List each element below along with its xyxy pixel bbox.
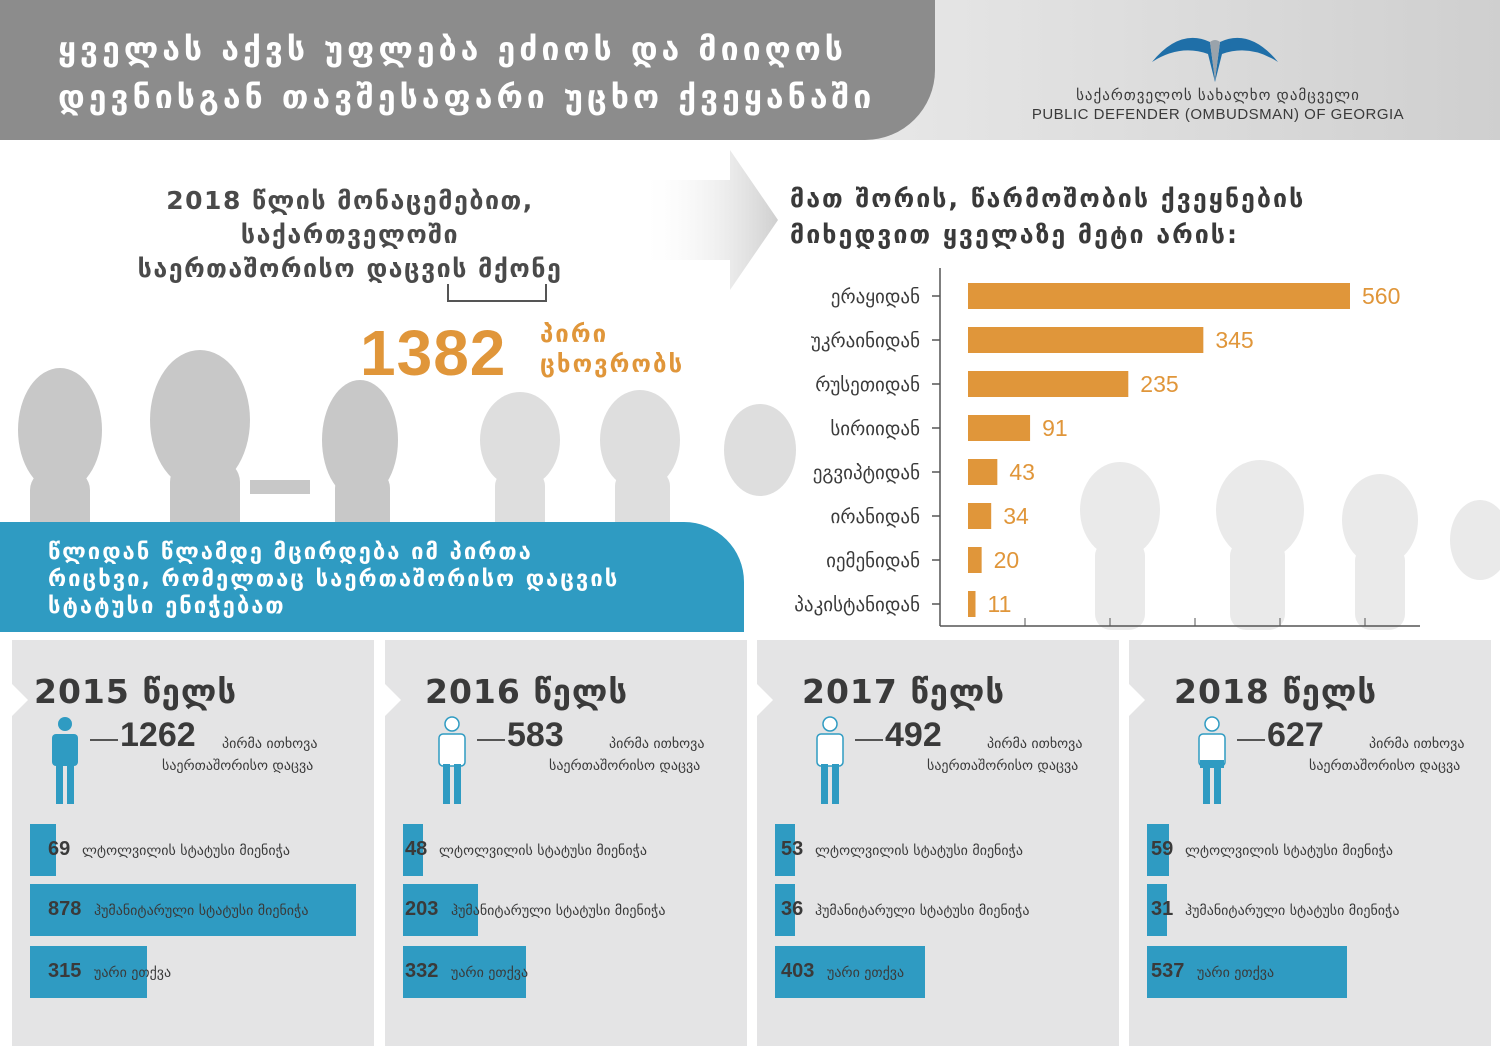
year-title: 2018 წელს [1174,672,1378,711]
bar [968,591,976,617]
bar-value-label: 43 [1009,459,1035,485]
panel-notch [1129,684,1145,716]
applications-label-line-1: პირმა ითხოვა [609,736,705,752]
banner-line-3: სტატუსი ენიჭებათ [48,594,286,619]
stat-value: 36 [781,898,804,920]
stat-label: უარი ეთქვა [451,965,529,981]
stat-value: 315 [48,960,82,982]
intro-line-2: საქართველოში [240,220,460,249]
stat-label: ლტოლვილის სტატუსი მიენიჭა [1185,843,1393,859]
bar-value-label: 20 [993,547,1020,573]
connector-dash [90,739,118,741]
stat-label: უარი ეთქვა [94,965,172,981]
category-label: სირიიდან [830,418,920,440]
bar [968,547,982,573]
stat-value: 59 [1151,838,1174,860]
year-panel-3 [1129,640,1491,1046]
public-defender-logo [1150,24,1280,84]
year-panel-1 [385,640,747,1046]
category-label: ეგვიპტიდან [812,462,920,484]
page-title-line-2: დევნისგან თავშესაფარი უცხო ქვეყანაში [58,78,876,116]
logo-text-english: PUBLIC DEFENDER (OMBUDSMAN) OF GEORGIA [1031,106,1405,123]
stat-value: 69 [48,838,71,860]
bar [968,327,1203,353]
applications-count: 627 [1267,716,1324,754]
bar-value-label: 34 [1003,503,1029,529]
stat-label: ლტოლვილის სტატუსი მიენიჭა [815,843,1023,859]
category-label: რუსეთიდან [815,374,920,396]
applications-count: 583 [507,716,564,754]
applications-count: 492 [885,716,942,754]
total-label-line-1: პირი [540,320,609,348]
stat-label: ჰუმანიტარული სტატუსი მიენიჭა [94,903,309,919]
year-title: 2015 წელს [34,672,238,711]
applications-label-line-1: პირმა ითხოვა [1369,736,1465,752]
title-band [0,0,935,140]
stat-value: 203 [405,898,439,920]
total-protected-count: 1382 [360,317,507,389]
stat-label: უარი ეთქვა [827,965,905,981]
logo-text-georgian: საქართველოს სახალხო დამცველი [1076,87,1360,104]
bar-value-label: 235 [1140,371,1179,397]
applications-count: 1262 [120,716,196,754]
banner-line-1: წლიდან წლამდე მცირდება იმ პირთა [48,540,533,565]
stat-value: 403 [781,960,815,982]
stat-label: ჰუმანიტარული სტატუსი მიენიჭა [451,903,666,919]
year-panel-0 [12,640,374,1046]
chart-heading-line-1: მათ შორის, წარმოშობის ქვეყნების [790,184,1306,213]
chart-heading-line-2: მიხედვით ყველაზე მეტი არის: [790,220,1240,249]
intro-line-1: 2018 წლის მონაცემებით, [166,186,534,215]
category-label: იემენიდან [826,550,920,572]
bar [968,371,1128,397]
category-label: ერაყიდან [830,286,920,308]
applications-label-line-1: პირმა ითხოვა [987,736,1083,752]
intro-bracket [447,284,547,302]
total-label-line-2: ცხოვრობს [540,350,685,378]
bar-value-label: 345 [1215,327,1254,353]
intro-line-3: საერთაშორისო დაცვის მქონე [137,254,563,283]
year-title: 2017 წელს [802,672,1006,711]
panel-notch [12,684,28,716]
person-icon [813,716,847,806]
connector-dash [1237,739,1265,741]
page-title-line-1: ყველას აქვს უფლება ეძიოს და მიიღოს [58,30,847,68]
bar [968,415,1030,441]
applications-label-line-2: საერთაშორისო დაცვა [162,758,314,774]
person-icon [435,716,469,806]
person-icon [48,716,82,806]
connector-dash [477,739,505,741]
applications-label-line-2: საერთაშორისო დაცვა [1309,758,1461,774]
year-title: 2016 წელს [425,672,629,711]
stat-value: 31 [1151,898,1174,920]
stat-value: 878 [48,898,82,920]
bar-value-label: 560 [1362,283,1401,309]
stat-label: ლტოლვილის სტატუსი მიენიჭა [82,843,290,859]
bar [968,503,991,529]
category-label: უკრაინიდან [810,330,920,352]
countries-of-origin-bar-chart [760,262,1460,632]
stat-label: უარი ეთქვა [1197,965,1275,981]
stat-value: 537 [1151,960,1185,982]
applications-label-line-1: პირმა ითხოვა [222,736,318,752]
category-label: პაკისტანიდან [794,594,920,616]
bar-value-label: 11 [987,591,1012,617]
stat-label: ჰუმანიტარული სტატუსი მიენიჭა [1185,903,1400,919]
person-icon [1195,716,1229,806]
panel-notch [757,684,773,716]
year-panel-2 [757,640,1119,1046]
panel-notch [385,684,401,716]
category-label: ირანიდან [830,506,920,528]
bar [968,283,1350,309]
applications-label-line-2: საერთაშორისო დაცვა [927,758,1079,774]
stat-value: 48 [405,838,428,860]
bar-value-label: 91 [1042,415,1068,441]
bar [968,459,997,485]
stat-label: ჰუმანიტარული სტატუსი მიენიჭა [815,903,1030,919]
arrow-right-icon [640,150,780,290]
stat-value: 332 [405,960,439,982]
stat-value: 53 [781,838,804,860]
connector-dash [855,739,883,741]
applications-label-line-2: საერთაშორისო დაცვა [549,758,701,774]
banner-line-2: რიცხვი, რომელთაც საერთაშორისო დაცვის [48,567,620,592]
stat-label: ლტოლვილის სტატუსი მიენიჭა [439,843,647,859]
